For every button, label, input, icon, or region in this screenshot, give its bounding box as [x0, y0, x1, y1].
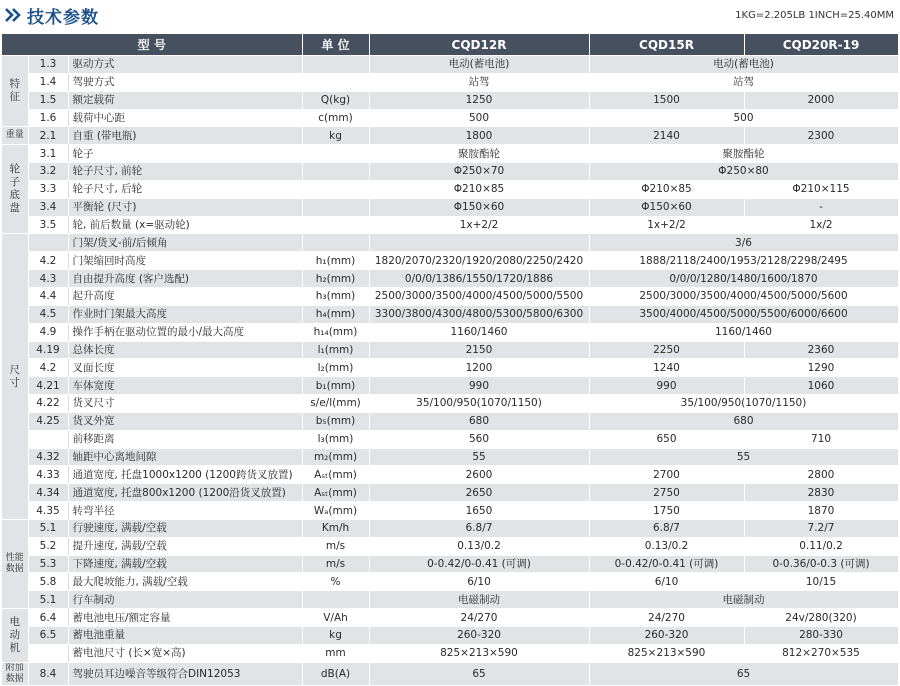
item-description: 行驶速度, 满载/空载 — [68, 519, 302, 537]
value-cqd12r: Φ250×70 — [369, 163, 589, 181]
table-body — [2, 56, 898, 686]
value-cqd15r: Φ150×60 — [589, 198, 744, 216]
item-unit: dB(A) — [302, 662, 369, 685]
category-cell — [2, 127, 28, 145]
value-cqd15r-cqd20r: 3500/4000/4500/5000/5500/6000/6600 — [589, 305, 898, 323]
category-label: 电动机 — [9, 615, 20, 654]
item-unit: kg — [302, 627, 369, 645]
value-cqd12r: 2650 — [369, 484, 589, 502]
item-description: 轴距中心离地间隙 — [68, 448, 302, 466]
item-number: 1.4 — [28, 73, 68, 91]
value-cqd20r: 1x/2 — [744, 216, 898, 234]
item-description: 载荷中心距 — [68, 109, 302, 127]
item-description: 轮子尺寸, 后轮 — [68, 180, 302, 198]
item-unit: Km/h — [302, 519, 369, 537]
value-cqd12r: 0-0.42/0-0.41 (可调) — [369, 555, 589, 573]
value-cqd15r-cqd20r: 680 — [589, 412, 898, 430]
value-cqd12r: Φ150×60 — [369, 198, 589, 216]
value-cqd12r: 1x+2/2 — [369, 216, 589, 234]
value-cqd15r-cqd20r: 35/100/950(1070/1150) — [589, 395, 898, 413]
item-unit: mm — [302, 644, 369, 662]
item-description: 自由提升高度 (客户选配) — [68, 270, 302, 288]
value-cqd12r: 24/270 — [369, 609, 589, 627]
table-row — [2, 305, 898, 323]
value-cqd15r: 0.13/0.2 — [589, 537, 744, 555]
item-number: 1.3 — [28, 56, 68, 74]
item-description: 驾驶员耳边噪音等级符合DIN12053 — [68, 662, 302, 685]
item-description: 轮子 — [68, 145, 302, 163]
value-cqd12r: 2600 — [369, 466, 589, 484]
item-description: 提升速度, 满载/空载 — [68, 537, 302, 555]
table-row — [2, 216, 898, 234]
header-cqd15r: CQD15R — [589, 34, 744, 56]
item-number: 4.4 — [28, 287, 68, 305]
item-description: 叉面长度 — [68, 359, 302, 377]
item-description: 门架/货叉-前/后倾角 — [68, 234, 302, 252]
value-cqd20r: 0-0.36/0-0.3 (可调) — [744, 555, 898, 573]
item-number: 4.34 — [28, 484, 68, 502]
item-number: 5.8 — [28, 573, 68, 591]
table-row — [2, 519, 898, 537]
value-cqd15r-cqd20r: Φ250×80 — [589, 163, 898, 181]
item-description: 总体长度 — [68, 341, 302, 359]
table-row — [2, 573, 898, 591]
value-cqd15r: 1240 — [589, 359, 744, 377]
category-cell — [2, 145, 28, 234]
value-cqd15r: 6.8/7 — [589, 519, 744, 537]
item-number: 4.3 — [28, 270, 68, 288]
value-cqd12r: 电磁制动 — [369, 591, 589, 609]
item-unit: Wₐ(mm) — [302, 502, 369, 520]
value-cqd12r: 500 — [369, 109, 589, 127]
value-cqd12r: 1800 — [369, 127, 589, 145]
item-unit — [302, 198, 369, 216]
category-label: 附加数据 — [5, 662, 24, 684]
item-number: 4.25 — [28, 412, 68, 430]
item-description: 通道宽度, 托盘800x1200 (1200沿货叉放置) — [68, 484, 302, 502]
item-number: 4.2 — [28, 359, 68, 377]
item-unit: Aₛₜ(mm) — [302, 466, 369, 484]
item-number: 4.35 — [28, 502, 68, 520]
value-cqd12r: 0/0/0/1386/1550/1720/1886 — [369, 270, 589, 288]
item-unit: l₃(mm) — [302, 430, 369, 448]
value-cqd12r: 2150 — [369, 341, 589, 359]
item-unit — [302, 145, 369, 163]
value-cqd20r: 280-330 — [744, 627, 898, 645]
item-number: 1.6 — [28, 109, 68, 127]
value-cqd15r: 1500 — [589, 91, 744, 109]
item-unit: h₂(mm) — [302, 270, 369, 288]
table-row — [2, 448, 898, 466]
table-row — [2, 662, 898, 685]
item-description: 平衡轮 (尺寸) — [68, 198, 302, 216]
value-cqd12r: 55 — [369, 448, 589, 466]
value-cqd12r: 1650 — [369, 502, 589, 520]
value-cqd15r: 2750 — [589, 484, 744, 502]
value-cqd20r: 1290 — [744, 359, 898, 377]
table-row — [2, 395, 898, 413]
table-row — [2, 180, 898, 198]
item-number: 3.1 — [28, 145, 68, 163]
item-unit — [302, 180, 369, 198]
category-label: 性能数据 — [5, 553, 24, 575]
table-row — [2, 91, 898, 109]
table-row — [2, 341, 898, 359]
value-cqd20r: 2800 — [744, 466, 898, 484]
value-cqd15r-cqd20r: 1160/1460 — [589, 323, 898, 341]
double-chevron-right-icon — [4, 6, 22, 24]
table-row — [2, 109, 898, 127]
value-cqd12r: 680 — [369, 412, 589, 430]
item-description: 蓄电池重量 — [68, 627, 302, 645]
category-cell — [2, 56, 28, 127]
category-cell — [2, 519, 28, 608]
item-unit: m/s — [302, 555, 369, 573]
item-description: 货叉尺寸 — [68, 395, 302, 413]
item-description: 蓄电池电压/额定容量 — [68, 609, 302, 627]
spec-table — [2, 34, 899, 686]
value-cqd15r: 24/270 — [589, 609, 744, 627]
header-model: 型 号 — [2, 34, 302, 56]
value-cqd15r-cqd20r: 65 — [589, 662, 898, 685]
value-cqd12r: 1200 — [369, 359, 589, 377]
category-cell — [2, 609, 28, 663]
table-row — [2, 127, 898, 145]
item-number: 4.9 — [28, 323, 68, 341]
value-cqd15r-cqd20r: 500 — [589, 109, 898, 127]
item-number: 3.3 — [28, 180, 68, 198]
item-unit: % — [302, 573, 369, 591]
table-row — [2, 73, 898, 91]
item-unit: b₁(mm) — [302, 377, 369, 395]
value-cqd12r: 560 — [369, 430, 589, 448]
section-header — [0, 0, 900, 33]
value-cqd12r: 1250 — [369, 91, 589, 109]
item-description: 门架缩回时高度 — [68, 252, 302, 270]
item-number: 6.5 — [28, 627, 68, 645]
item-unit — [302, 216, 369, 234]
category-label: 轮子底盘 — [9, 163, 20, 215]
value-cqd15r-cqd20r: 3/6 — [589, 234, 898, 252]
item-unit — [302, 56, 369, 74]
value-cqd15r: 650 — [589, 430, 744, 448]
value-cqd20r: 812×270×535 — [744, 644, 898, 662]
value-cqd15r-cqd20r: 电磁制动 — [589, 591, 898, 609]
value-cqd20r: 2360 — [744, 341, 898, 359]
header-cqd20r: CQD20R-19 — [744, 34, 898, 56]
item-description: 轮子尺寸, 前轮 — [68, 163, 302, 181]
value-cqd12r: 6/10 — [369, 573, 589, 591]
table-row — [2, 591, 898, 609]
table-row — [2, 555, 898, 573]
item-unit — [302, 73, 369, 91]
table-row — [2, 537, 898, 555]
item-unit: h₁₄(mm) — [302, 323, 369, 341]
value-cqd12r: 6.8/7 — [369, 519, 589, 537]
item-description: 驾驶方式 — [68, 73, 302, 91]
value-cqd15r-cqd20r: 电动(蓄电池) — [589, 56, 898, 74]
item-description: 货叉外宽 — [68, 412, 302, 430]
table-row — [2, 644, 898, 662]
table-row — [2, 502, 898, 520]
value-cqd20r: 1060 — [744, 377, 898, 395]
item-unit: c(mm) — [302, 109, 369, 127]
item-description: 通道宽度, 托盘1000x1200 (1200跨货叉放置) — [68, 466, 302, 484]
item-description: 驱动方式 — [68, 56, 302, 74]
item-description: 起升高度 — [68, 287, 302, 305]
item-description: 行车制动 — [68, 591, 302, 609]
table-row — [2, 198, 898, 216]
item-description: 额定载荷 — [68, 91, 302, 109]
item-description: 操作手柄在驱动位置的最小/最大高度 — [68, 323, 302, 341]
item-unit: h₁(mm) — [302, 252, 369, 270]
value-cqd15r-cqd20r: 1888/2118/2400/1953/2128/2298/2495 — [589, 252, 898, 270]
item-number: 4.22 — [28, 395, 68, 413]
value-cqd12r: 825×213×590 — [369, 644, 589, 662]
category-label: 特征 — [9, 78, 20, 104]
header-cqd12r: CQD12R — [369, 34, 589, 56]
table-row — [2, 163, 898, 181]
value-cqd15r: 2140 — [589, 127, 744, 145]
value-cqd15r-cqd20r: 55 — [589, 448, 898, 466]
item-description: 转弯半径 — [68, 502, 302, 520]
item-number — [28, 430, 68, 448]
item-unit: l₁(mm) — [302, 341, 369, 359]
table-row — [2, 323, 898, 341]
table-row — [2, 359, 898, 377]
item-unit: m₂(mm) — [302, 448, 369, 466]
value-cqd15r-cqd20r: 0/0/0/1280/1480/1600/1870 — [589, 270, 898, 288]
category-label: 重量 — [5, 130, 24, 141]
table-row — [2, 430, 898, 448]
value-cqd12r: 35/100/950(1070/1150) — [369, 395, 589, 413]
item-number: 3.2 — [28, 163, 68, 181]
value-cqd15r-cqd20r: 站驾 — [589, 73, 898, 91]
item-number: 1.5 — [28, 91, 68, 109]
value-cqd15r: 0-0.42/0-0.41 (可调) — [589, 555, 744, 573]
item-unit: Q(kg) — [302, 91, 369, 109]
table-row — [2, 377, 898, 395]
value-cqd12r — [369, 234, 589, 252]
item-number: 3.4 — [28, 198, 68, 216]
item-description: 前移距离 — [68, 430, 302, 448]
value-cqd20r: 24v/280(320) — [744, 609, 898, 627]
category-label: 尺寸 — [9, 363, 20, 389]
item-description: 轮, 前后数量 (x=驱动轮) — [68, 216, 302, 234]
item-number: 2.1 — [28, 127, 68, 145]
value-cqd12r: 260-320 — [369, 627, 589, 645]
category-cell — [2, 662, 28, 685]
category-cell — [2, 234, 28, 520]
item-number: 5.1 — [28, 591, 68, 609]
item-unit: s/e/l(mm) — [302, 395, 369, 413]
item-unit: m/s — [302, 537, 369, 555]
item-number: 5.1 — [28, 519, 68, 537]
item-unit — [302, 591, 369, 609]
value-cqd15r: Φ210×85 — [589, 180, 744, 198]
value-cqd20r: 2830 — [744, 484, 898, 502]
item-unit: V/Ah — [302, 609, 369, 627]
value-cqd15r-cqd20r: 聚胺酯轮 — [589, 145, 898, 163]
unit-conversion-note: 1KG=2.205LB 1INCH=25.40MM — [735, 10, 894, 21]
item-number: 3.5 — [28, 216, 68, 234]
value-cqd20r: 7.2/7 — [744, 519, 898, 537]
item-number: 4.33 — [28, 466, 68, 484]
value-cqd20r: 10/15 — [744, 573, 898, 591]
item-number: 6.4 — [28, 609, 68, 627]
item-number: 4.21 — [28, 377, 68, 395]
value-cqd12r: 聚胺酯轮 — [369, 145, 589, 163]
value-cqd15r: 825×213×590 — [589, 644, 744, 662]
value-cqd20r: 1870 — [744, 502, 898, 520]
value-cqd12r: 3300/3800/4300/4800/5300/5800/6300 — [369, 305, 589, 323]
item-description: 最大爬坡能力, 满载/空载 — [68, 573, 302, 591]
value-cqd12r: 65 — [369, 662, 589, 685]
item-unit — [302, 234, 369, 252]
value-cqd15r: 260-320 — [589, 627, 744, 645]
table-header-row — [2, 34, 898, 56]
item-number — [28, 234, 68, 252]
value-cqd15r: 1750 — [589, 502, 744, 520]
value-cqd20r: Φ210×115 — [744, 180, 898, 198]
section-title: 技术参数 — [27, 8, 99, 28]
table-row — [2, 145, 898, 163]
item-description: 自重 (带电瓶) — [68, 127, 302, 145]
item-number: 5.3 — [28, 555, 68, 573]
table-row — [2, 412, 898, 430]
item-unit: kg — [302, 127, 369, 145]
value-cqd15r: 6/10 — [589, 573, 744, 591]
item-description: 下降速度, 满载/空载 — [68, 555, 302, 573]
item-description: 蓄电池尺寸 (长×宽×高) — [68, 644, 302, 662]
table-row — [2, 287, 898, 305]
value-cqd20r: 710 — [744, 430, 898, 448]
item-number: 4.2 — [28, 252, 68, 270]
value-cqd12r: 站驾 — [369, 73, 589, 91]
table-row — [2, 609, 898, 627]
table-row — [2, 56, 898, 74]
item-unit: h₄(mm) — [302, 305, 369, 323]
value-cqd15r: 2250 — [589, 341, 744, 359]
value-cqd20r: 0.11/0.2 — [744, 537, 898, 555]
value-cqd15r: 2700 — [589, 466, 744, 484]
item-number: 4.19 — [28, 341, 68, 359]
item-unit: b₅(mm) — [302, 412, 369, 430]
item-number: 5.2 — [28, 537, 68, 555]
value-cqd12r: 1160/1460 — [369, 323, 589, 341]
value-cqd15r-cqd20r: 2500/3000/3500/4000/4500/5000/5600 — [589, 287, 898, 305]
value-cqd12r: Φ210×85 — [369, 180, 589, 198]
value-cqd12r: 2500/3000/3500/4000/4500/5000/5500 — [369, 287, 589, 305]
item-unit: l₂(mm) — [302, 359, 369, 377]
header-unit: 单 位 — [302, 34, 369, 56]
table-row — [2, 270, 898, 288]
value-cqd20r: - — [744, 198, 898, 216]
item-number: 4.32 — [28, 448, 68, 466]
table-row — [2, 252, 898, 270]
item-description: 车体宽度 — [68, 377, 302, 395]
value-cqd15r: 1x+2/2 — [589, 216, 744, 234]
item-unit: Aₛₜ(mm) — [302, 484, 369, 502]
value-cqd12r: 1820/2070/2320/1920/2080/2250/2420 — [369, 252, 589, 270]
value-cqd12r: 0.13/0.2 — [369, 537, 589, 555]
value-cqd20r: 2300 — [744, 127, 898, 145]
item-number: 8.4 — [28, 662, 68, 685]
table-row — [2, 627, 898, 645]
item-unit: h₃(mm) — [302, 287, 369, 305]
item-description: 作业时门架最大高度 — [68, 305, 302, 323]
value-cqd20r: 2000 — [744, 91, 898, 109]
table-row — [2, 484, 898, 502]
table-row — [2, 466, 898, 484]
value-cqd12r: 电动(蓄电池) — [369, 56, 589, 74]
item-number: 4.5 — [28, 305, 68, 323]
table-row — [2, 234, 898, 252]
item-number — [28, 644, 68, 662]
item-unit — [302, 163, 369, 181]
value-cqd12r: 990 — [369, 377, 589, 395]
value-cqd15r: 990 — [589, 377, 744, 395]
